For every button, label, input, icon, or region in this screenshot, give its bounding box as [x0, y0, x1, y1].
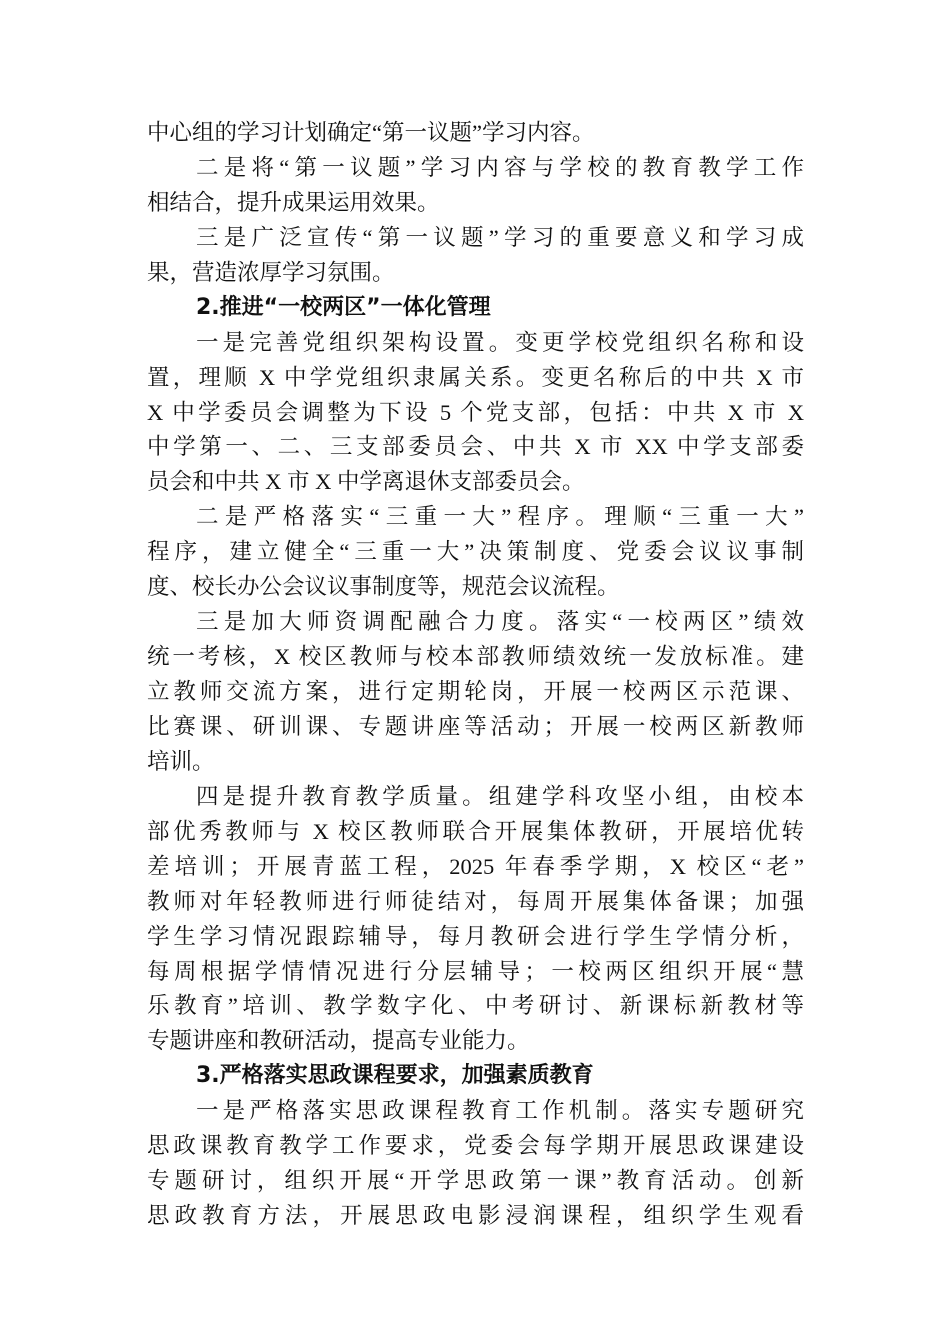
text-line: 程序，建立健全“三重一大”决策制度、党委会议议事制	[147, 539, 804, 565]
text-line: 一是完善党组织架构设置。变更学校党组织名称和设	[196, 329, 804, 355]
paragraph	[147, 326, 804, 501]
section-heading	[147, 291, 804, 326]
text-line: 中学第一、二、三支部委员会、中共 X 市 XX 中学支部委	[147, 434, 804, 460]
text-line: 中心组的学习计划确定“第一议题”学习内容。	[147, 120, 595, 145]
text-line: 度、校长办公会议议事制度等，规范会议流程。	[147, 574, 620, 600]
text-line: 每周根据学情情况进行分层辅导；一校两区组织开展“慧	[147, 958, 804, 984]
text-line: 教师对年轻教师进行师徒结对，每周开展集体备课；加强	[147, 888, 804, 914]
text-line: 二是将“第一议题”学习内容与学校的教育教学工作	[196, 154, 804, 180]
text-line: 专题研讨，组织开展“开学思政第一课”教育活动。创新	[147, 1168, 804, 1194]
text-line: 专题讲座和教研活动，提高专业能力。	[147, 1028, 530, 1054]
text-line: 统一考核，X 校区教师与校本部教师绩效统一发放标准。建	[147, 644, 804, 670]
paragraph	[147, 116, 804, 151]
heading-text: 3.严格落实思政课程要求，加强素质教育	[196, 1063, 594, 1089]
text-line: 四是提升教育教学质量。组建学科攻坚小组，由校本	[196, 783, 804, 809]
text-line: X 中学委员会调整为下设 5 个党支部，包括：中共 X 市 X	[147, 399, 804, 425]
text-line: 相结合，提升成果运用效果。	[147, 189, 440, 215]
document-body	[147, 116, 804, 1234]
text-line: 部优秀教师与 X 校区教师联合开展集体教研，开展培优转	[147, 818, 804, 844]
text-line: 乐教育”培训、教学数字化、中考研讨、新课标新教材等	[147, 993, 804, 1019]
text-line: 三是加大师资调配融合力度。落实“一校两区”绩效	[196, 609, 804, 635]
text-line: 比赛课、研训课、专题讲座等活动；开展一校两区新教师	[147, 713, 804, 739]
heading-text: 2.推进“一校两区”一体化管理	[196, 294, 491, 320]
paragraph	[147, 605, 804, 780]
section-heading	[147, 1059, 804, 1094]
text-line: 思政教育方法，开展思政电影浸润课程，组织学生观看	[147, 1203, 804, 1229]
paragraph	[147, 780, 804, 1060]
text-line: 思政课教育教学工作要求，党委会每学期开展思政课建设	[147, 1133, 804, 1159]
text-line: 员会和中共 X 市 X 中学离退休支部委员会。	[147, 469, 585, 495]
text-line: 二是严格落实“三重一大”程序。理顺“三重一大”	[196, 504, 804, 530]
text-line: 三是广泛宣传“第一议题”学习的重要意义和学习成	[196, 224, 804, 250]
text-line: 置，理顺 X 中学党组织隶属关系。变更名称后的中共 X 市	[147, 364, 804, 390]
paragraph	[147, 500, 804, 605]
text-line: 学生学习情况跟踪辅导，每月教研会进行学生学情分析，	[147, 923, 804, 949]
paragraph	[147, 1094, 804, 1234]
text-line: 培训。	[147, 748, 215, 774]
text-line: 差培训；开展青蓝工程，2025 年春季学期，X 校区“老”	[147, 853, 804, 879]
text-line: 一是严格落实思政课程教育工作机制。落实专题研究	[196, 1098, 804, 1124]
text-line: 果，营造浓厚学习氛围。	[147, 259, 395, 285]
paragraph	[147, 221, 804, 291]
text-line: 立教师交流方案，进行定期轮岗，开展一校两区示范课、	[147, 679, 804, 704]
paragraph	[147, 151, 804, 221]
